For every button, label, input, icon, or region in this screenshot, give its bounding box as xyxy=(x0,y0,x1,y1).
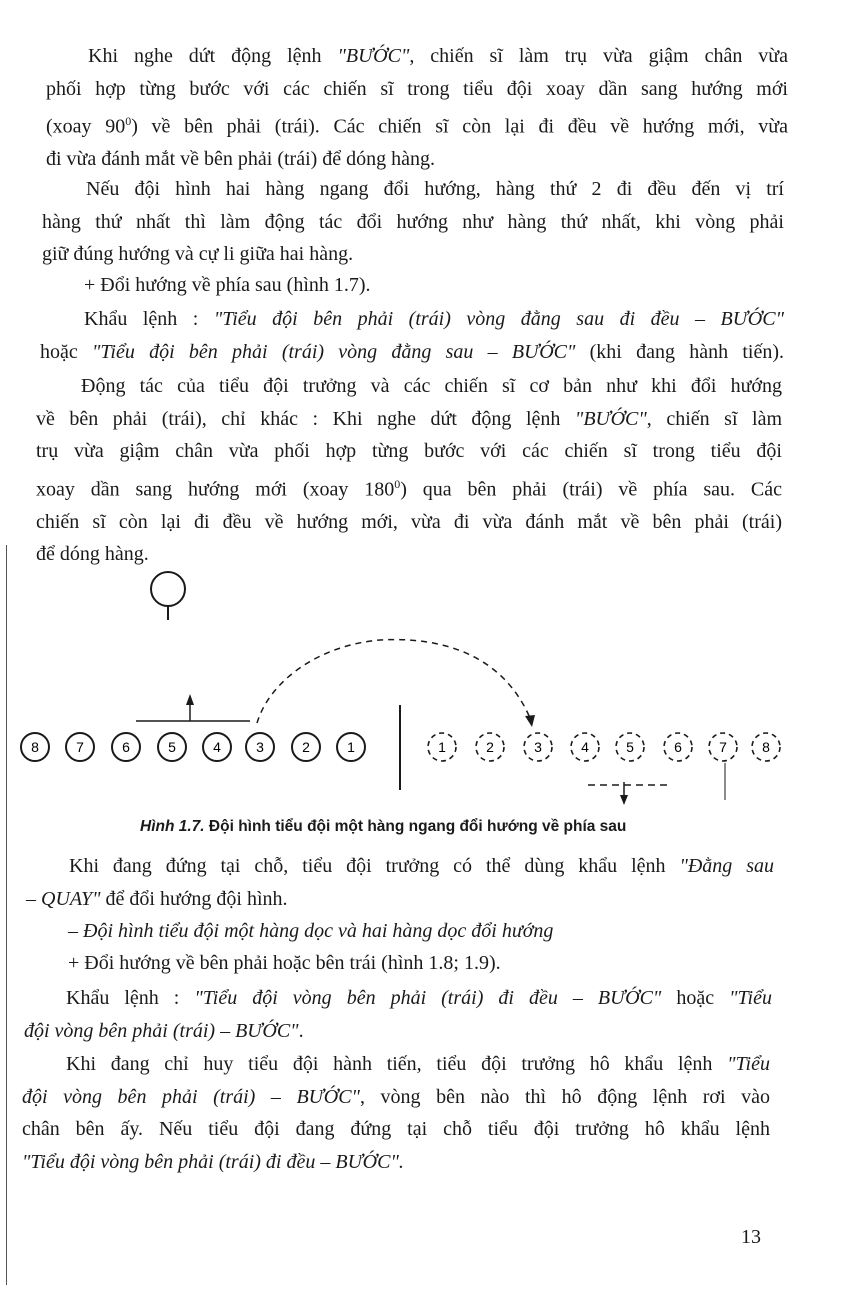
soldier-7-solid xyxy=(66,733,94,761)
soldier-3-solid xyxy=(246,733,274,761)
text-line: chiến sĩ còn lại đi đều về hướng mới, vừa đi vừa đánh mắt về bên phải (trái) xyxy=(36,510,782,533)
soldier-3-dashed xyxy=(524,733,552,761)
figure-caption-text: Đội hình tiểu đội một hàng ngang đổi hướng về phía sau xyxy=(204,818,627,835)
paragraph-5 xyxy=(36,370,782,571)
paragraph-3 xyxy=(84,269,684,302)
turn-path-arc xyxy=(257,640,530,723)
svg-text:4: 4 xyxy=(213,739,221,755)
soldier-6-solid xyxy=(112,733,140,761)
paragraph-2 xyxy=(42,173,784,271)
text-line: xoay dần sang hướng mới (xoay $180^0$) qua bên phải (trái) về phía sau. Các xyxy=(36,476,783,501)
svg-text:1: 1 xyxy=(438,739,446,755)
svg-text:6: 6 xyxy=(674,739,682,755)
svg-text:6: 6 xyxy=(122,739,130,755)
svg-text:3: 3 xyxy=(534,739,542,755)
text-line: + Đổi hướng về phía sau (hình 1.7). xyxy=(84,274,371,296)
text-line: Nếu đội hình hai hàng ngang đổi hướng, hàng thứ 2 đi đều đến vị trí xyxy=(86,178,784,200)
paragraph-7 xyxy=(68,915,748,948)
soldier-1-solid xyxy=(337,733,365,761)
new-position-bracket xyxy=(588,763,725,805)
svg-text:2: 2 xyxy=(486,739,494,755)
paragraph-9 xyxy=(24,982,772,1047)
soldier-6-dashed xyxy=(664,733,692,761)
text-line: Khi nghe dứt động lệnh "BƯỚC", chiến sĩ làm trụ vừa giậm chân vừa xyxy=(88,45,788,67)
figure-caption xyxy=(140,818,626,836)
text-line: đội vòng bên phải (trái) – BƯỚC". xyxy=(24,1019,304,1042)
svg-text:5: 5 xyxy=(168,739,176,755)
soldier-7-dashed xyxy=(709,733,737,761)
svg-text:7: 7 xyxy=(719,739,727,755)
text-line: đội vòng bên phải (trái) – BƯỚC", vòng bên nào thì hô động lệnh rơi vào xyxy=(22,1085,770,1108)
paragraph-1 xyxy=(46,40,788,176)
text-line: (xoay $90^0$) về bên phải (trái). Các chiến sĩ còn lại đi đều về hướng mới, vừa xyxy=(46,114,788,138)
paragraph-4 xyxy=(40,303,784,368)
soldier-8-dashed xyxy=(752,733,780,761)
svg-text:8: 8 xyxy=(31,739,39,755)
text-line: Khẩu lệnh : "Tiểu đội bên phải (trái) vòng đằng sau đi đều – BƯỚC" xyxy=(84,308,784,330)
svg-text:5: 5 xyxy=(626,739,634,755)
text-line: chân bên ấy. Nếu tiểu đội đang đứng tại chỗ tiểu đội trưởng hô khẩu lệnh xyxy=(22,1118,770,1140)
soldier-1-dashed xyxy=(428,733,456,761)
paragraph-10 xyxy=(22,1048,770,1178)
text-line: giữ đúng hướng và cự li giữa hai hàng. xyxy=(42,243,354,265)
page-number: 13 xyxy=(741,1226,761,1248)
squad-leader-symbol xyxy=(151,572,185,620)
arc-arrowhead xyxy=(525,715,535,727)
soldier-4-solid xyxy=(203,733,231,761)
right-row xyxy=(428,733,780,761)
svg-text:7: 7 xyxy=(76,739,84,755)
text-line: để dóng hàng. xyxy=(36,543,149,566)
text-line: hàng thứ nhất thì làm động tác đổi hướng như hàng thứ nhất, khi vòng phải xyxy=(42,210,784,233)
svg-text:1: 1 xyxy=(347,739,355,755)
svg-text:2: 2 xyxy=(302,739,310,755)
text-line: đi vừa đánh mắt về bên phải (trái) để dóng hàng. xyxy=(46,148,436,171)
text-line: Động tác của tiểu đội trưởng và các chiến sĩ cơ bản như khi đổi hướng xyxy=(81,375,782,397)
soldier-5-solid xyxy=(158,733,186,761)
svg-text:8: 8 xyxy=(762,739,770,755)
text-line: + Đổi hướng về bên phải hoặc bên trái (hình 1.8; 1.9). xyxy=(68,952,501,974)
paragraph-6 xyxy=(26,850,774,915)
text-line: Khi đang chỉ huy tiểu đội hành tiến, tiểu đội trưởng hô khẩu lệnh "Tiểu xyxy=(66,1053,770,1075)
svg-text:3: 3 xyxy=(256,739,264,755)
pivot-bracket xyxy=(136,694,250,721)
text-line: Khẩu lệnh : "Tiểu đội vòng bên phải (trái) đi đều – BƯỚC" hoặc "Tiểu xyxy=(66,987,772,1009)
soldier-4-dashed xyxy=(571,733,599,761)
text-line: hoặc "Tiểu đội bên phải (trái) vòng đằng sau – BƯỚC" (khi đang hành tiến). xyxy=(40,340,784,363)
svg-text:4: 4 xyxy=(581,739,589,755)
soldier-2-dashed xyxy=(476,733,504,761)
text-line: phối hợp từng bước với các chiến sĩ trong tiểu đội xoay dần sang hướng mới xyxy=(46,77,788,100)
figure-label: Hình 1.7. xyxy=(140,818,205,835)
paragraph-8 xyxy=(68,947,748,980)
text-line: về bên phải (trái), chỉ khác : Khi nghe dứt động lệnh "BƯỚC", chiến sĩ làm xyxy=(36,407,783,430)
formation-diagram xyxy=(0,560,847,810)
text-line: "Tiểu đội vòng bên phải (trái) đi đều – BƯỚC". xyxy=(22,1150,404,1173)
left-row xyxy=(21,733,365,761)
text-line: – Đội hình tiểu đội một hàng dọc và hai hàng dọc đổi hướng xyxy=(68,920,554,942)
text-line: trụ vừa giậm chân vừa phối hợp từng bước với các chiến sĩ trong tiểu đội xyxy=(36,440,782,462)
soldier-5-dashed xyxy=(616,733,644,761)
text-line: Khi đang đứng tại chỗ, tiểu đội trưởng có thể dùng khẩu lệnh "Đằng sau xyxy=(69,855,775,877)
soldier-8-solid xyxy=(21,733,49,761)
soldier-2-solid xyxy=(292,733,320,761)
text-line: – QUAY" để đổi hướng đội hình. xyxy=(26,887,288,910)
